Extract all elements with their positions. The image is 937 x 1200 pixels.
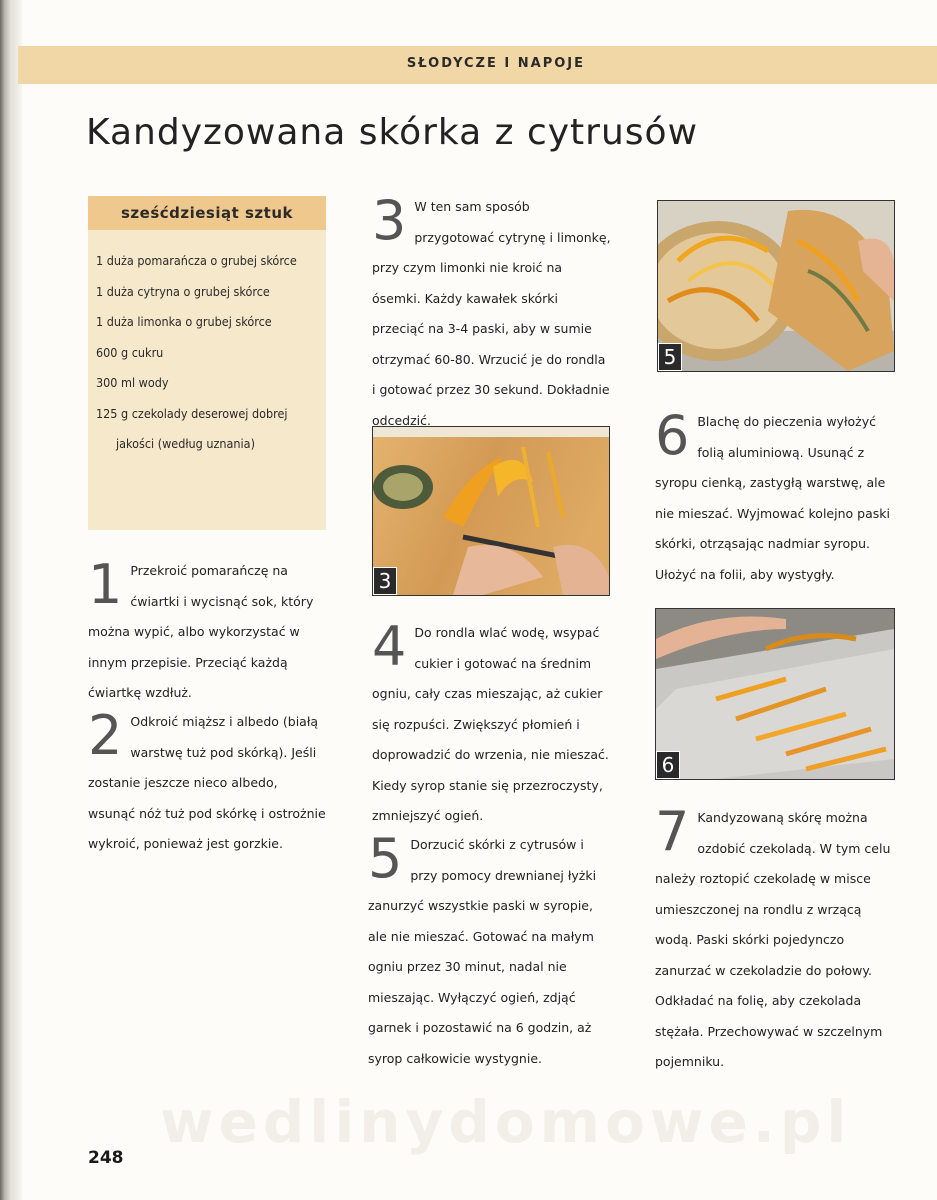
step-text: Przekroić pomarańczę na ćwiartki i wycisnąć sok, który można wypić, albo wykorzystać w innym przepisie. Przeciąć każdą ćwiartkę wzdłuż. bbox=[88, 563, 314, 700]
section-header-band bbox=[18, 46, 937, 84]
ingredient-item: 1 duża pomarańcza o grubej skórce bbox=[96, 253, 297, 268]
section-header: SŁODYCZE I NAPOJE bbox=[406, 56, 585, 71]
photo-step-6 bbox=[655, 608, 895, 780]
ingredients-heading-band bbox=[88, 196, 326, 230]
ingredient-item: 125 g czekolady deserowej dobrej bbox=[96, 405, 288, 421]
step-number: 2 bbox=[88, 704, 123, 767]
photo-step-3 bbox=[372, 426, 610, 596]
ingredients-heading: sześćdziesiąt sztuk bbox=[120, 204, 293, 222]
step-1 bbox=[88, 553, 328, 709]
ingredient-item: jakości (według uznania) bbox=[116, 436, 255, 451]
step-number: 3 bbox=[372, 189, 407, 252]
step-number: 4 bbox=[372, 615, 407, 678]
step-2 bbox=[88, 704, 328, 860]
step-text: Blachę do pieczenia wyłożyć folią aluminiową. Usunąć z syropu cienką, zastygłą warstwę, ale nie mieszać. Wyjmować kolejno paski skórki, otrząsając nadmiar syropu. Ułożyć na folii, aby wystygły. bbox=[655, 414, 890, 582]
watermark: wedlinydomowe.pl bbox=[160, 1088, 852, 1156]
photo-peels-in-pan-image bbox=[658, 201, 894, 371]
step-number: 7 bbox=[655, 800, 690, 863]
step-5 bbox=[368, 827, 608, 1074]
page-title: Kandyzowana skórka z cytrusów bbox=[86, 112, 699, 153]
step-number: 1 bbox=[88, 553, 123, 616]
photo-number-badge: 6 bbox=[656, 751, 680, 779]
photo-step-5 bbox=[657, 200, 895, 372]
ingredient-item: 1 duża cytryna o grubej skórce bbox=[96, 283, 270, 299]
photo-number-badge: 3 bbox=[373, 567, 397, 595]
step-text: Kandyzowaną skórę można ozdobić czekoladą. W tym celu należy roztopić czekoladę w misce umieszczonej na rondlu z wrzącą wodą. Paski skórki pojedynczo zanurzać w czekoladzie do połowy. Odkładać na folię, aby czekolada stężała. Przechowywać w szczelnym pojemniku. bbox=[655, 810, 891, 1069]
step-number: 6 bbox=[655, 404, 690, 467]
step-6 bbox=[655, 404, 895, 590]
step-text: W ten sam sposób przygotować cytrynę i limonkę, przy czym limonki nie kroić na ósemki. Każdy kawałek skórki przeciąć na 3-4 paski, aby w sumie otrzymać 60-80. Wrzucić je do rondla i gotować przez 30 sekund. Dokładnie odcedzić. bbox=[372, 199, 611, 428]
step-text: Odkroić miąższ i albedo (białą warstwę tuż pod skórką). Jeśli zostanie jeszcze nieco albedo, wsunąć nóż tuż pod skórkę i ostrożnie wykroić, ponieważ jest gorzkie. bbox=[88, 714, 326, 851]
book-gutter bbox=[12, 0, 22, 1200]
ingredients-box bbox=[88, 196, 326, 530]
step-text: Do rondla wlać wodę, wsypać cukier i gotować na średnim ogniu, cały czas mieszając, aż cukier się rozpuści. Zwiększyć płomień i doprowadzić do wrzenia, nie mieszać. Kiedy syrop stanie się przezroczysty, zmniejszyć ogień. bbox=[372, 625, 609, 823]
step-4 bbox=[372, 615, 612, 832]
photo-number-badge: 5 bbox=[658, 343, 682, 371]
step-3 bbox=[372, 189, 612, 436]
ingredients-list bbox=[96, 246, 324, 460]
photo-cutting-peel-image bbox=[373, 427, 609, 595]
ingredient-item: 300 ml wody bbox=[96, 375, 169, 390]
photo-peels-on-foil-image bbox=[656, 609, 894, 779]
ingredient-item: 1 duża limonka o grubej skórce bbox=[96, 314, 272, 329]
page-number: 248 bbox=[88, 1148, 124, 1168]
ingredient-item: 600 g cukru bbox=[96, 344, 164, 360]
step-7 bbox=[655, 800, 895, 1078]
step-number: 5 bbox=[368, 827, 403, 890]
book-spine bbox=[0, 0, 12, 1200]
step-text: Dorzucić skórki z cytrusów i przy pomocy drewnianej łyżki zanurzyć wszystkie paski w syropie, ale nie mieszać. Gotować na małym ogniu przez 30 minut, nadal nie mieszając. Wyłączyć ogień, zdjąć garnek i pozostawić na 6 godzin, aż syrop całkowicie wystygnie. bbox=[368, 837, 597, 1066]
